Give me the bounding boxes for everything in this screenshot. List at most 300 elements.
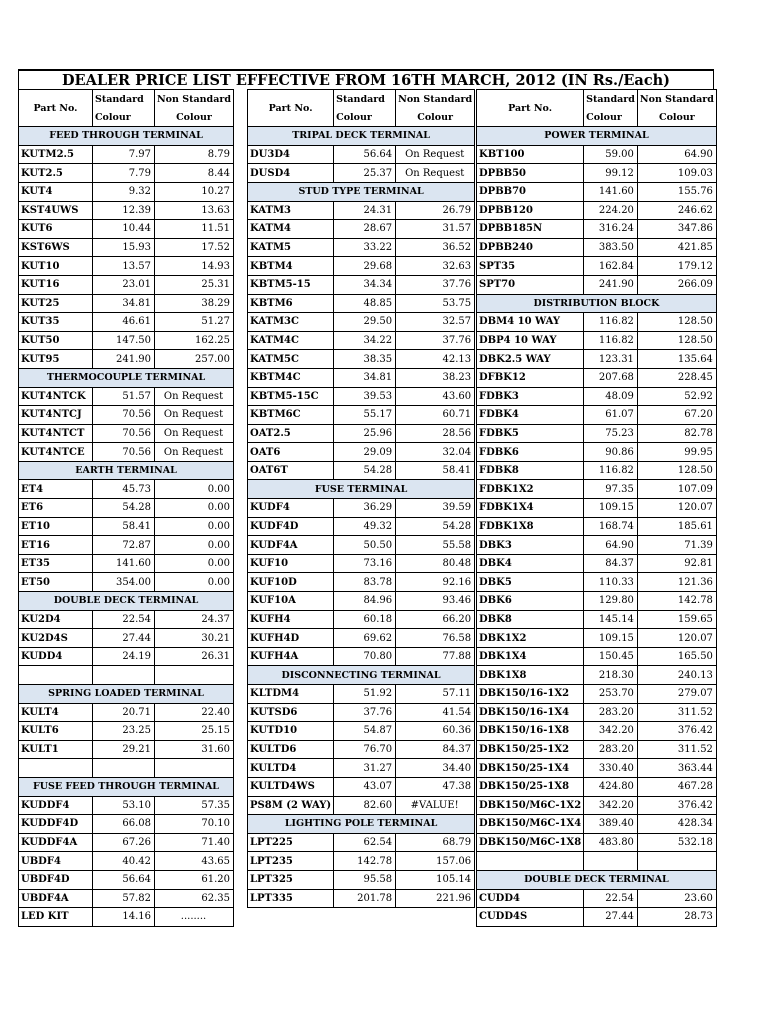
non-standard-price: 61.20 [155, 870, 234, 889]
non-standard-price: 47.38 [396, 777, 475, 796]
non-standard-price: 55.58 [396, 536, 475, 555]
part-number: KUDD4 [19, 647, 93, 666]
table-row [19, 796, 234, 815]
standard-price: 12.39 [93, 201, 155, 220]
table-row [19, 573, 234, 592]
price-list-sheet [18, 69, 714, 927]
part-number: OAT6T [248, 461, 334, 480]
part-number: UBDF4A [19, 889, 93, 908]
section-title: POWER TERMINAL [477, 127, 717, 146]
standard-price: 95.58 [334, 870, 396, 889]
table-row [477, 517, 717, 536]
part-number: DBK2.5 WAY [477, 350, 584, 369]
part-number: KBTM4 [248, 257, 334, 276]
part-number: ET50 [19, 573, 93, 592]
standard-price: 34.34 [334, 275, 396, 294]
table-row [477, 164, 717, 183]
standard-price: 15.93 [93, 238, 155, 257]
standard-price: 53.10 [93, 796, 155, 815]
table-row [477, 629, 717, 648]
standard-price: 70.80 [334, 647, 396, 666]
part-number: KUFH4A [248, 647, 334, 666]
non-standard-price: 121.36 [637, 573, 716, 592]
non-standard-price: 76.58 [396, 629, 475, 648]
part-number: KUF10A [248, 592, 334, 611]
table-row [248, 164, 475, 183]
part-number: DPBB50 [477, 164, 584, 183]
table-row [477, 740, 717, 759]
table-row [248, 257, 475, 276]
standard-price: 129.80 [584, 592, 638, 611]
table-row [477, 685, 717, 704]
standard-price: 29.50 [334, 313, 396, 332]
non-standard-price: 51.27 [155, 313, 234, 332]
section-header-row [477, 870, 717, 889]
non-standard-price: 311.52 [637, 703, 716, 722]
non-standard-price: 120.07 [637, 499, 716, 518]
standard-price: 168.74 [584, 517, 638, 536]
standard-price: 99.12 [584, 164, 638, 183]
standard-price: 28.67 [334, 220, 396, 239]
section-title: STUD TYPE TERMINAL [248, 182, 475, 201]
part-number: KATM3 [248, 201, 334, 220]
part-no-header: Part No. [19, 90, 93, 127]
table-row [248, 443, 475, 462]
table-row [477, 182, 717, 201]
part-number: DBK1X4 [477, 647, 584, 666]
non-standard-price: 37.76 [396, 331, 475, 350]
part-number: DPBB185N [477, 220, 584, 239]
standard-price: 20.71 [93, 703, 155, 722]
standard-price: 69.62 [334, 629, 396, 648]
table-row [19, 387, 234, 406]
table-row [19, 889, 234, 908]
price-column-1 [18, 89, 234, 927]
table-row [19, 870, 234, 889]
standard-price: 147.50 [93, 331, 155, 350]
part-number: KULTD4WS [248, 777, 334, 796]
standard-price: 48.85 [334, 294, 396, 313]
table-row [248, 573, 475, 592]
standard-price: 54.28 [93, 499, 155, 518]
part-number: LPT235 [248, 852, 334, 871]
non-standard-price: 70.10 [155, 815, 234, 834]
non-standard-price: 37.76 [396, 275, 475, 294]
table-row [248, 536, 475, 555]
non-standard-price: 66.20 [396, 610, 475, 629]
non-standard-colour-header: Colour [155, 108, 234, 127]
part-number: DBK150/16-1X4 [477, 703, 584, 722]
standard-price: 7.97 [93, 145, 155, 164]
non-standard-price: 179.12 [637, 257, 716, 276]
non-standard-price: 28.73 [637, 908, 716, 927]
table-row [248, 406, 475, 425]
standard-price: 116.82 [584, 461, 638, 480]
non-standard-price: 128.50 [637, 461, 716, 480]
standard-price: 59.00 [584, 145, 638, 164]
table-row [477, 815, 717, 834]
part-number: KUT6 [19, 220, 93, 239]
standard-price: 61.07 [584, 406, 638, 425]
part-number: KU2D4S [19, 629, 93, 648]
part-number: KUT4NTCJ [19, 406, 93, 425]
table-row [19, 759, 234, 778]
standard-price: 354.00 [93, 573, 155, 592]
section-header-row [248, 127, 475, 146]
standard-header: Standard [93, 90, 155, 109]
part-number: KUT50 [19, 331, 93, 350]
section-title: THERMOCOUPLE TERMINAL [19, 368, 234, 387]
section-header-row [19, 127, 234, 146]
table-row [19, 554, 234, 573]
section-header-row [19, 461, 234, 480]
table-row [477, 499, 717, 518]
standard-price: 23.01 [93, 275, 155, 294]
table-row [477, 387, 717, 406]
non-standard-price [155, 666, 234, 685]
part-number: DBK6 [477, 592, 584, 611]
table-row [248, 592, 475, 611]
part-number: KUDDF4 [19, 796, 93, 815]
part-number: DBK150/M6C-1X8 [477, 833, 584, 852]
section-title: FEED THROUGH TERMINAL [19, 127, 234, 146]
standard-price: 75.23 [584, 424, 638, 443]
standard-header: Standard [334, 90, 396, 109]
table-row [477, 759, 717, 778]
table-row [477, 796, 717, 815]
table-row [19, 313, 234, 332]
standard-price [93, 666, 155, 685]
table-row [248, 703, 475, 722]
part-number: DU3D4 [248, 145, 334, 164]
section-title: DOUBLE DECK TERMINAL [19, 592, 234, 611]
standard-price: 123.31 [584, 350, 638, 369]
table-row [477, 443, 717, 462]
non-standard-price: 376.42 [637, 796, 716, 815]
table-row [19, 331, 234, 350]
part-number: DPBB240 [477, 238, 584, 257]
part-number: KUTM2.5 [19, 145, 93, 164]
standard-price: 56.64 [93, 870, 155, 889]
standard-colour-header: Colour [93, 108, 155, 127]
non-standard-price: 71.39 [637, 536, 716, 555]
section-header-row [248, 666, 475, 685]
non-standard-price: 31.60 [155, 740, 234, 759]
section-title: LIGHTING POLE TERMINAL [248, 815, 475, 834]
part-number: DBK1X2 [477, 629, 584, 648]
part-number: UBDF4 [19, 852, 93, 871]
table-row [248, 201, 475, 220]
table-row [248, 870, 475, 889]
non-standard-price: 30.21 [155, 629, 234, 648]
standard-price: 283.20 [584, 740, 638, 759]
non-standard-price: 0.00 [155, 536, 234, 555]
table-row [477, 722, 717, 741]
price-columns [18, 89, 714, 927]
part-number: LPT225 [248, 833, 334, 852]
non-standard-price: 107.09 [637, 480, 716, 499]
non-standard-price: 105.14 [396, 870, 475, 889]
standard-price: 45.73 [93, 480, 155, 499]
section-header-row [19, 592, 234, 611]
table-row [477, 908, 717, 927]
part-number: KUT35 [19, 313, 93, 332]
part-number: KUDDF4A [19, 833, 93, 852]
table-row [19, 424, 234, 443]
table-row [477, 424, 717, 443]
non-standard-price: 42.13 [396, 350, 475, 369]
table-row [248, 368, 475, 387]
non-standard-price: 135.64 [637, 350, 716, 369]
part-number: DBK150/25-1X8 [477, 777, 584, 796]
non-standard-price: 93.46 [396, 592, 475, 611]
part-number: KUTD10 [248, 722, 334, 741]
non-standard-price: 0.00 [155, 499, 234, 518]
table-row [477, 201, 717, 220]
table-row [477, 331, 717, 350]
part-number: KUT16 [19, 275, 93, 294]
table-row [248, 145, 475, 164]
standard-price: 116.82 [584, 331, 638, 350]
part-number: KLTDM4 [248, 685, 334, 704]
table-row [477, 852, 717, 871]
part-number: FDBK6 [477, 443, 584, 462]
non-standard-price: 67.20 [637, 406, 716, 425]
part-no-header: Part No. [477, 90, 584, 127]
non-standard-price: 28.56 [396, 424, 475, 443]
part-number: ET10 [19, 517, 93, 536]
table-row [19, 350, 234, 369]
header-row [477, 90, 717, 109]
section-header-row [248, 480, 475, 499]
non-standard-price: 0.00 [155, 554, 234, 573]
non-standard-price: 8.79 [155, 145, 234, 164]
non-standard-price: 13.63 [155, 201, 234, 220]
standard-price: 60.18 [334, 610, 396, 629]
non-standard-price: 532.18 [637, 833, 716, 852]
section-title: EARTH TERMINAL [19, 461, 234, 480]
part-number: FDBK4 [477, 406, 584, 425]
standard-price: 40.42 [93, 852, 155, 871]
part-number: KUT2.5 [19, 164, 93, 183]
standard-price: 13.57 [93, 257, 155, 276]
table-row [248, 275, 475, 294]
part-number: DBM4 10 WAY [477, 313, 584, 332]
part-number: KUDDF4D [19, 815, 93, 834]
standard-price: 29.21 [93, 740, 155, 759]
part-number: ET35 [19, 554, 93, 573]
section-title: FUSE TERMINAL [248, 480, 475, 499]
standard-price: 55.17 [334, 406, 396, 425]
non-standard-price: 142.78 [637, 592, 716, 611]
non-standard-price: 0.00 [155, 573, 234, 592]
part-number [477, 852, 584, 871]
standard-price: 141.60 [93, 554, 155, 573]
standard-price: 54.87 [334, 722, 396, 741]
price-table-2 [247, 89, 475, 908]
non-standard-price: 60.36 [396, 722, 475, 741]
part-number: CUDD4 [477, 889, 584, 908]
section-header-row [19, 777, 234, 796]
non-standard-price: On Request [155, 424, 234, 443]
standard-price: 27.44 [93, 629, 155, 648]
part-number: KUDF4D [248, 517, 334, 536]
section-title: FUSE FEED THROUGH TERMINAL [19, 777, 234, 796]
non-standard-price: 279.07 [637, 685, 716, 704]
part-number: LPT325 [248, 870, 334, 889]
standard-price: 46.61 [93, 313, 155, 332]
table-row [19, 145, 234, 164]
part-number: SPT70 [477, 275, 584, 294]
section-header-row [248, 182, 475, 201]
standard-price: 224.20 [584, 201, 638, 220]
non-standard-price: On Request [155, 443, 234, 462]
section-title: SPRING LOADED TERMINAL [19, 685, 234, 704]
non-standard-price: 26.31 [155, 647, 234, 666]
standard-price [584, 852, 638, 871]
standard-price: 109.15 [584, 499, 638, 518]
table-row [19, 536, 234, 555]
non-standard-price: 80.48 [396, 554, 475, 573]
part-number: DBK150/16-1X8 [477, 722, 584, 741]
non-standard-price: 43.60 [396, 387, 475, 406]
standard-price: 36.29 [334, 499, 396, 518]
non-standard-price: 60.71 [396, 406, 475, 425]
part-number: FDBK1X8 [477, 517, 584, 536]
table-row [477, 610, 717, 629]
standard-price: 27.44 [584, 908, 638, 927]
non-standard-price: 32.04 [396, 443, 475, 462]
standard-price: 29.68 [334, 257, 396, 276]
standard-price: 241.90 [584, 275, 638, 294]
part-number: DFBK12 [477, 368, 584, 387]
header-row [248, 90, 475, 109]
header-row [19, 90, 234, 109]
non-standard-price: 23.60 [637, 889, 716, 908]
non-standard-price [637, 852, 716, 871]
non-standard-price: 92.81 [637, 554, 716, 573]
non-standard-price [155, 759, 234, 778]
standard-price: 145.14 [584, 610, 638, 629]
part-number: DBK3 [477, 536, 584, 555]
standard-price: 109.15 [584, 629, 638, 648]
table-row [19, 182, 234, 201]
table-row [19, 238, 234, 257]
non-standard-price: 68.79 [396, 833, 475, 852]
standard-price: 142.78 [334, 852, 396, 871]
table-row [19, 610, 234, 629]
standard-price: 70.56 [93, 424, 155, 443]
price-table-1 [18, 89, 234, 927]
section-header-row [477, 294, 717, 313]
non-standard-price: 39.59 [396, 499, 475, 518]
standard-price: 50.50 [334, 536, 396, 555]
part-number: SPT35 [477, 257, 584, 276]
non-standard-price: 99.95 [637, 443, 716, 462]
non-standard-price: 25.31 [155, 275, 234, 294]
part-number: KUT25 [19, 294, 93, 313]
part-number: DBK5 [477, 573, 584, 592]
table-row [477, 275, 717, 294]
standard-price: 162.84 [584, 257, 638, 276]
table-row [477, 406, 717, 425]
standard-price: 51.57 [93, 387, 155, 406]
non-standard-price: 128.50 [637, 313, 716, 332]
part-number: KATM5 [248, 238, 334, 257]
non-standard-price: 54.28 [396, 517, 475, 536]
non-standard-price: 41.54 [396, 703, 475, 722]
standard-price: 48.09 [584, 387, 638, 406]
table-row [19, 406, 234, 425]
non-standard-price: 52.92 [637, 387, 716, 406]
non-standard-price: 34.40 [396, 759, 475, 778]
part-number: CUDD4S [477, 908, 584, 927]
non-standard-price: 25.15 [155, 722, 234, 741]
part-number: KST6WS [19, 238, 93, 257]
table-row [477, 889, 717, 908]
non-standard-price: 92.16 [396, 573, 475, 592]
non-standard-price: 62.35 [155, 889, 234, 908]
standard-price: 33.22 [334, 238, 396, 257]
part-number: KUFH4 [248, 610, 334, 629]
part-number: KUTSD6 [248, 703, 334, 722]
section-title: DISCONNECTING TERMINAL [248, 666, 475, 685]
table-row [248, 759, 475, 778]
table-row [19, 629, 234, 648]
non-standard-price: 120.07 [637, 629, 716, 648]
standard-price: 283.20 [584, 703, 638, 722]
standard-price [93, 759, 155, 778]
table-row [19, 647, 234, 666]
standard-price: 83.78 [334, 573, 396, 592]
non-standard-price: 157.06 [396, 852, 475, 871]
table-row [248, 554, 475, 573]
non-standard-price: 11.51 [155, 220, 234, 239]
part-number: KUT4NTCE [19, 443, 93, 462]
table-row [477, 647, 717, 666]
part-number: KUDF4 [248, 499, 334, 518]
table-row [248, 722, 475, 741]
part-number: KULT6 [19, 722, 93, 741]
non-standard-price: 43.65 [155, 852, 234, 871]
table-row [19, 201, 234, 220]
part-number: DBK1X8 [477, 666, 584, 685]
part-number: KULT4 [19, 703, 93, 722]
table-row [248, 833, 475, 852]
standard-price: 90.86 [584, 443, 638, 462]
table-row [248, 852, 475, 871]
non-standard-price: 257.00 [155, 350, 234, 369]
non-standard-price: 347.86 [637, 220, 716, 239]
non-standard-colour-header: Colour [637, 108, 716, 127]
table-row [477, 573, 717, 592]
standard-price: 29.09 [334, 443, 396, 462]
part-number: DBP4 10 WAY [477, 331, 584, 350]
section-header-row [248, 815, 475, 834]
standard-price: 38.35 [334, 350, 396, 369]
standard-price: 58.41 [93, 517, 155, 536]
non-standard-price: #VALUE! [396, 796, 475, 815]
non-standard-price: 38.23 [396, 368, 475, 387]
standard-price: 25.96 [334, 424, 396, 443]
non-standard-price: 71.40 [155, 833, 234, 852]
table-row [19, 908, 234, 927]
non-standard-price: 24.37 [155, 610, 234, 629]
standard-price: 150.45 [584, 647, 638, 666]
section-title: DOUBLE DECK TERMINAL [477, 870, 717, 889]
standard-price: 82.60 [334, 796, 396, 815]
standard-price: 201.78 [334, 889, 396, 908]
